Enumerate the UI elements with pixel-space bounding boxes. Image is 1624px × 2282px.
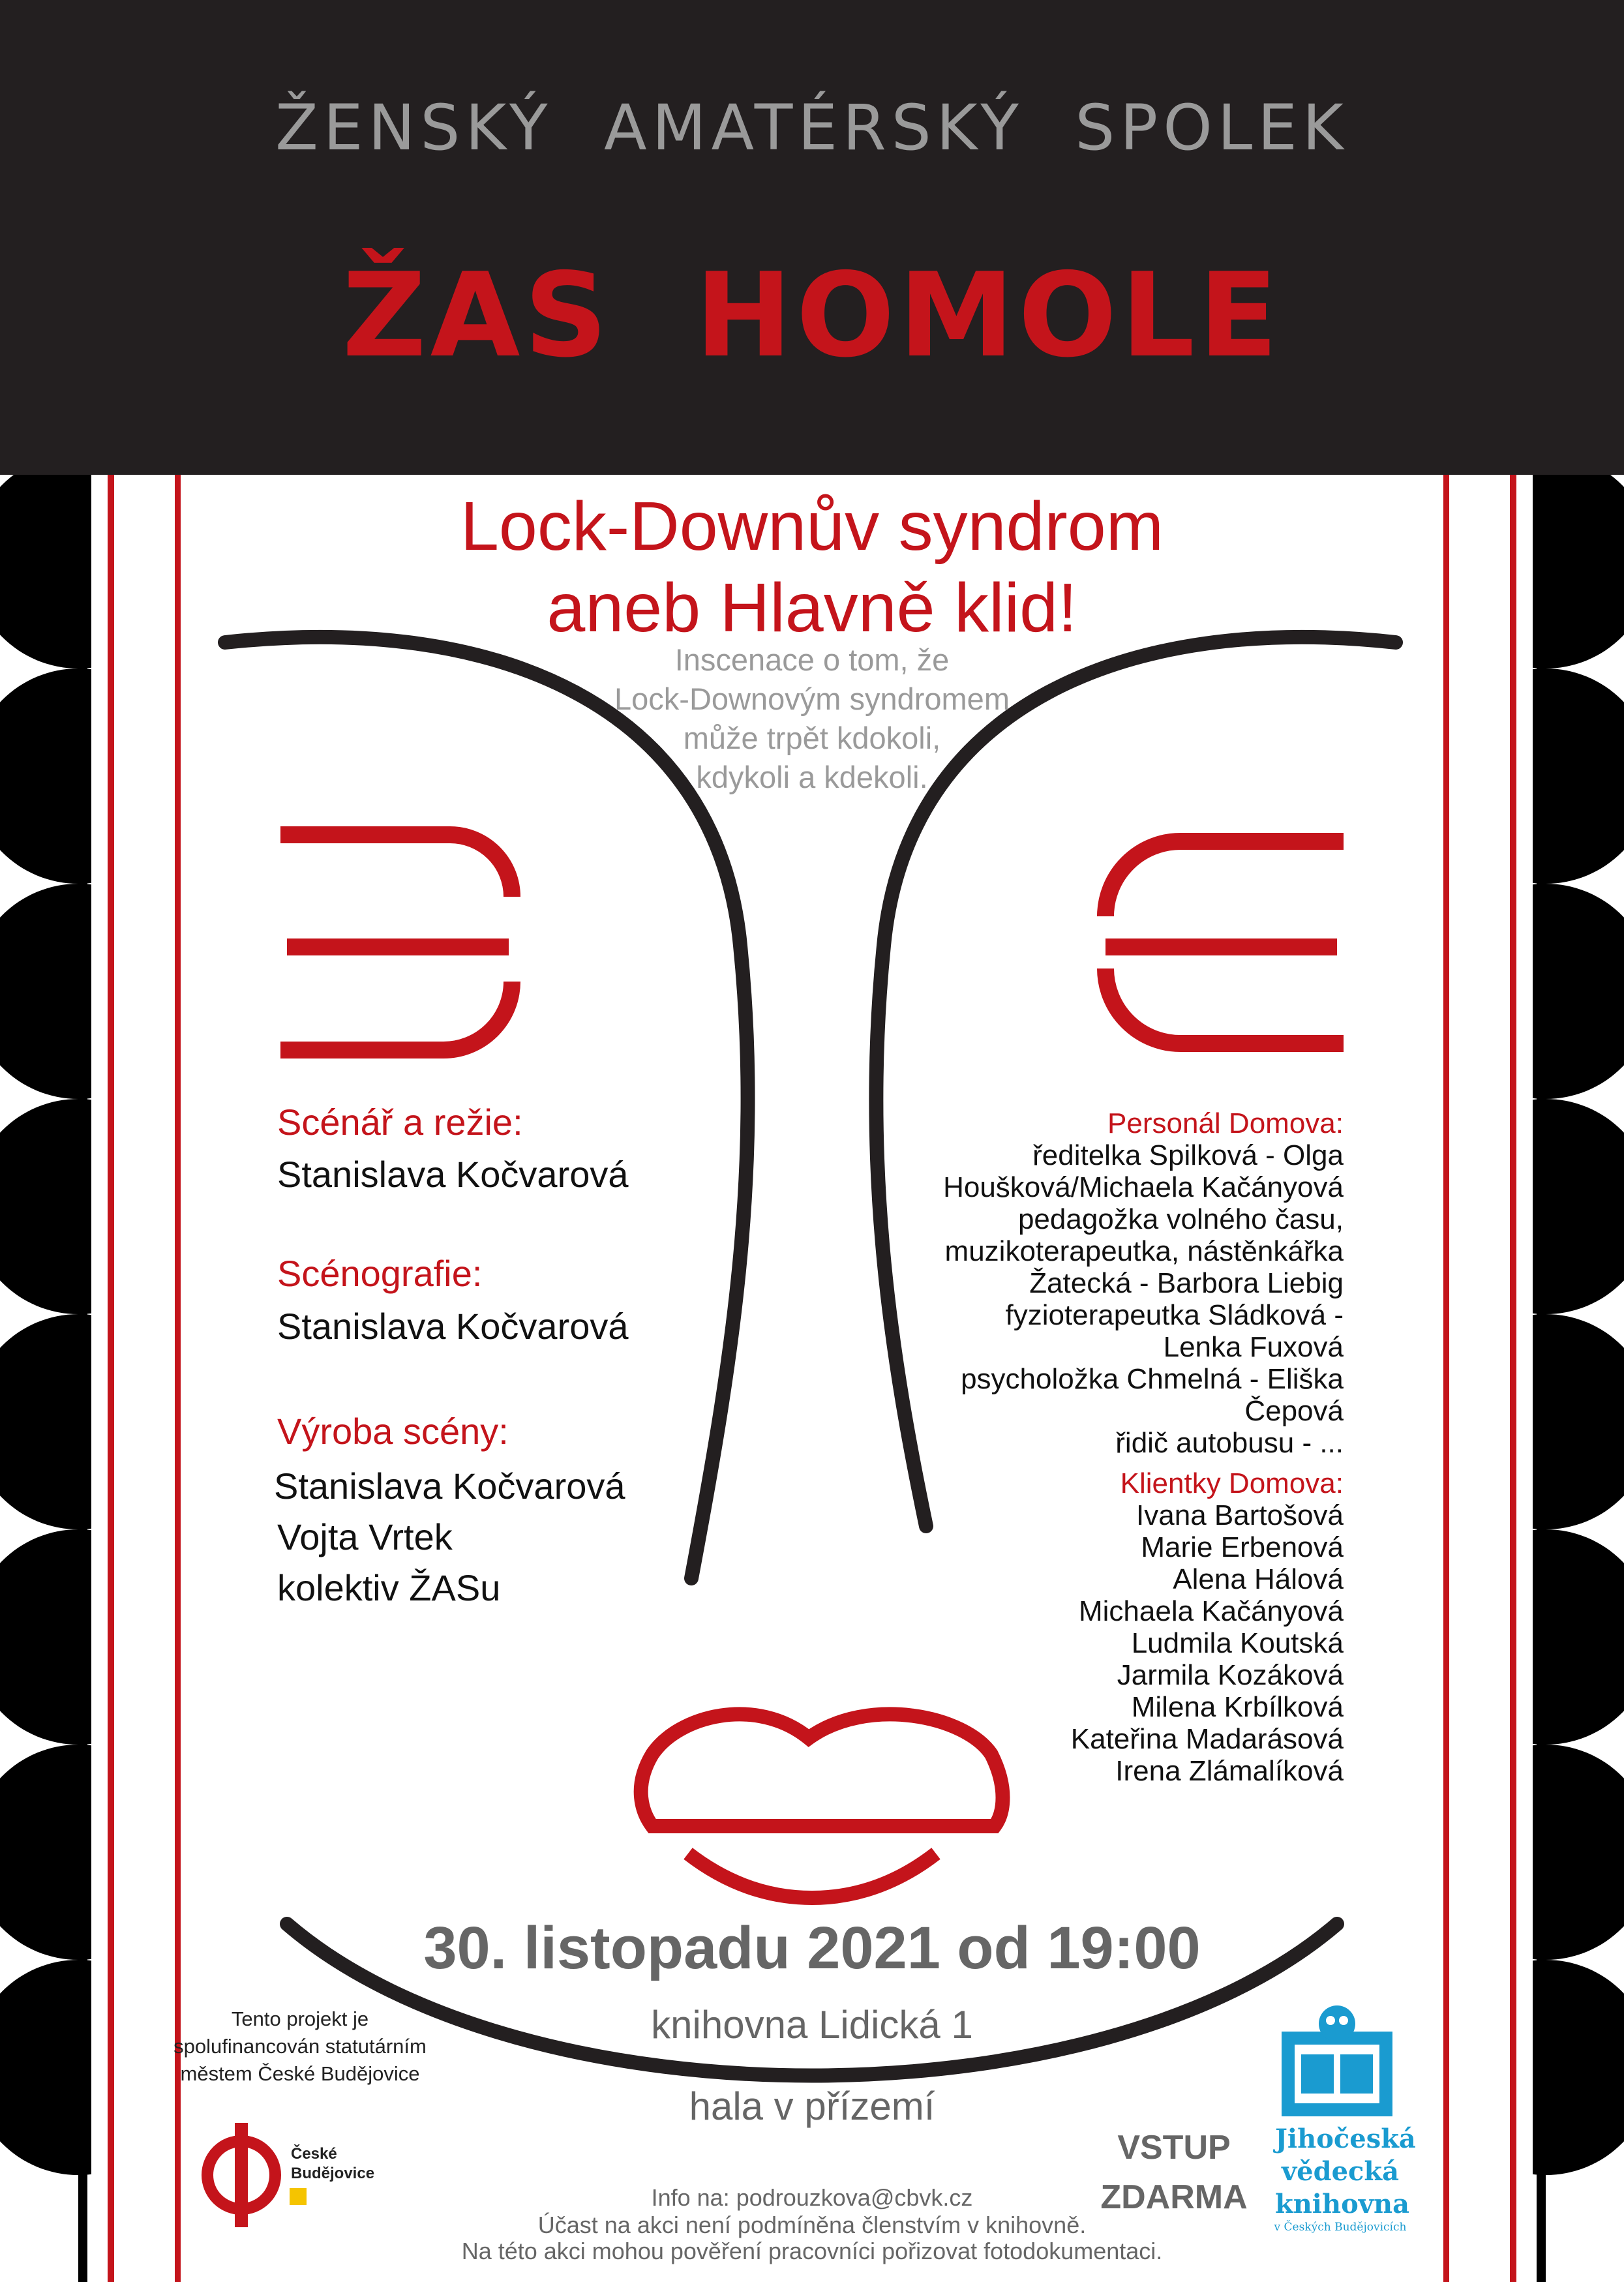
city-logo-text [291, 2144, 374, 2184]
library-name-line: Jihočeská [1275, 2124, 1416, 2154]
staff-line: psycholožka Chmelná - Eliška [961, 1363, 1344, 1395]
tagline-line: kdykoli a kdekoli. [696, 760, 928, 794]
clients-label: Klientky Domova: [1120, 1467, 1344, 1499]
client-name: Ludmila Koutská [1131, 1627, 1344, 1659]
client-name: Alena Hálová [1173, 1563, 1344, 1595]
city-logo-line: Budějovice [291, 2165, 375, 2182]
scenography-label: Scénografie: [277, 1253, 483, 1294]
set-name: Stanislava Kočvarová [274, 1465, 625, 1507]
library-name-line: knihovna [1275, 2189, 1409, 2219]
staff-line: Žatecká - Barbora Liebig [1029, 1267, 1344, 1299]
admission-line: VSTUP [1117, 2129, 1231, 2167]
tagline-line: může trpět kdokoli, [683, 721, 941, 755]
play-title-line2: aneb Hlavně klid! [547, 569, 1077, 646]
library-location: v Českých Budějovicích [1274, 2221, 1407, 2234]
set-label: Výroba scény: [277, 1411, 509, 1452]
staff-line: Houšková/Michaela Kačányová [943, 1171, 1344, 1203]
client-name: Marie Erbenová [1141, 1531, 1344, 1563]
event-date-time: 30. listopadu 2021 od 19:00 [423, 1915, 1201, 1981]
scenography-name: Stanislava Kočvarová [277, 1306, 629, 1347]
client-name: Milena Krbílková [1131, 1691, 1344, 1723]
script-name: Stanislava Kočvarová [277, 1154, 629, 1195]
client-name: Jarmila Kozáková [1117, 1659, 1344, 1691]
header-band [0, 0, 1624, 475]
group-name: ŽAS HOMOLE [342, 248, 1282, 383]
set-name: kolektiv ŽASu [277, 1567, 501, 1608]
admission-line: ZDARMA [1100, 2178, 1248, 2216]
footer-note: Účast na akci není podmíněna členstvím v knihovně. [537, 2212, 1087, 2238]
city-logo-line: České [291, 2145, 337, 2163]
tagline-line: Lock-Downovým syndromem [614, 682, 1010, 716]
footer-note: Na této akci mohou pověření pracovníci pořizovat fotodokumentaci. [461, 2238, 1163, 2264]
script-label: Scénář a režie: [277, 1102, 523, 1143]
staff-line: řidič autobusu - ... [1115, 1427, 1344, 1459]
set-name: Vojta Vrtek [277, 1516, 453, 1557]
staff-line: Lenka Fuxová [1163, 1331, 1344, 1363]
staff-line: pedagožka volného času, [1017, 1203, 1344, 1235]
cast-clients-block [1071, 1467, 1344, 1787]
funding-note: Tento projekt je spolufinancován statutárním městem České Budějovice [173, 2007, 427, 2085]
staff-line: fyzioterapeutka Sládková - [1005, 1299, 1344, 1331]
staff-line: ředitelka Spilková - Olga [1032, 1139, 1344, 1171]
cast-staff-block [943, 1107, 1344, 1459]
staff-line: muzikoterapeutka, nástěnkářka [944, 1235, 1344, 1267]
play-title-line1: Lock-Downův syndrom [460, 488, 1164, 565]
client-name: Kateřina Madarásová [1070, 1723, 1344, 1755]
client-name: Irena Zlámalíková [1115, 1755, 1344, 1787]
staff-line: Čepová [1244, 1395, 1344, 1427]
library-name-line: vědecká [1281, 2156, 1400, 2187]
staff-label: Personál Domova: [1107, 1107, 1344, 1139]
event-venue: knihovna Lidická 1 [651, 2003, 973, 2047]
group-subtitle: ŽENSKÝ AMATÉRSKÝ SPOLEK [275, 91, 1349, 164]
event-hall: hala v přízemí [689, 2084, 935, 2128]
client-name: Michaela Kačányová [1078, 1595, 1344, 1627]
client-name: Ivana Bartošová [1136, 1499, 1344, 1531]
footer-info-link[interactable]: Info na: podrouzkova@cbvk.cz [651, 2184, 973, 2211]
tagline-line: Inscenace o tom, že [674, 642, 950, 677]
